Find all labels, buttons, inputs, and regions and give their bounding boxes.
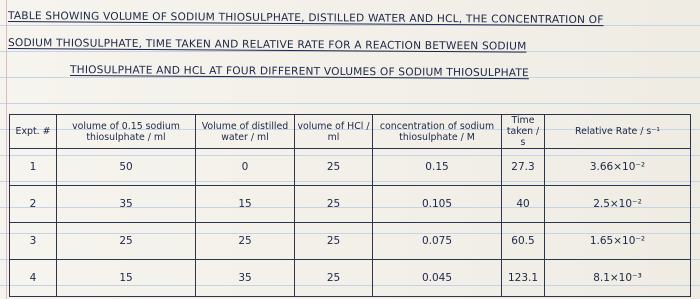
- cell-volume-thiosulphate: 50: [57, 149, 196, 186]
- cell-time: 60.5: [502, 223, 545, 260]
- header-volume-thiosulphate: volume of 0.15 sodium thiosulphate / ml: [57, 115, 196, 149]
- cell-volume-hcl: 25: [295, 186, 373, 223]
- cell-volume-water: 35: [196, 260, 295, 297]
- cell-concentration: 0.105: [373, 186, 502, 223]
- cell-volume-thiosulphate: 15: [57, 260, 196, 297]
- cell-expt: 2: [10, 186, 57, 223]
- data-table: [9, 114, 691, 297]
- header-rate: Relative Rate / s⁻¹: [545, 115, 691, 149]
- cell-volume-hcl: 25: [295, 260, 373, 297]
- table-header-row: [10, 115, 691, 149]
- cell-concentration: 0.075: [373, 223, 502, 260]
- header-time: Time taken / s: [502, 115, 545, 149]
- margin-line: [6, 0, 7, 299]
- cell-volume-thiosulphate: 25: [57, 223, 196, 260]
- cell-rate: 8.1×10⁻³: [545, 260, 691, 297]
- table-title-line-3: THIOSULPHATE AND HCL AT FOUR DIFFERENT VOLUMES OF SODIUM THIOSULPHATE: [69, 64, 529, 80]
- table-row: [10, 223, 691, 260]
- cell-volume-water: 25: [196, 223, 295, 260]
- cell-volume-hcl: 25: [295, 149, 373, 186]
- cell-time: 27.3: [502, 149, 545, 186]
- table-row: [10, 260, 691, 297]
- table-row: [10, 149, 691, 186]
- cell-time: 123.1: [502, 260, 545, 297]
- cell-rate: 2.5×10⁻²: [545, 186, 691, 223]
- cell-time: 40: [502, 186, 545, 223]
- cell-expt: 1: [10, 149, 57, 186]
- cell-concentration: 0.15: [373, 149, 502, 186]
- cell-volume-hcl: 25: [295, 223, 373, 260]
- cell-volume-water: 0: [196, 149, 295, 186]
- cell-rate: 3.66×10⁻²: [545, 149, 691, 186]
- header-concentration: concentration of sodium thiosulphate / M: [373, 115, 502, 149]
- cell-volume-water: 15: [196, 186, 295, 223]
- cell-expt: 4: [10, 260, 57, 297]
- header-volume-water: Volume of distilled water / ml: [196, 115, 295, 149]
- cell-concentration: 0.045: [373, 260, 502, 297]
- table-title-line-2: SODIUM THIOSULPHATE, TIME TAKEN AND RELATIVE RATE FOR A REACTION BETWEEN SODIUM: [7, 37, 527, 53]
- header-expt: Expt. #: [10, 115, 57, 149]
- cell-rate: 1.65×10⁻²: [545, 223, 691, 260]
- header-volume-hcl: volume of HCl / ml: [295, 115, 373, 149]
- cell-volume-thiosulphate: 35: [57, 186, 196, 223]
- table-title-line-1: TABLE SHOWING VOLUME OF SODIUM THIOSULPHATE, DISTILLED WATER AND HCL, THE CONCENTRATION OF: [7, 10, 604, 27]
- table-row: [10, 186, 691, 223]
- cell-expt: 3: [10, 223, 57, 260]
